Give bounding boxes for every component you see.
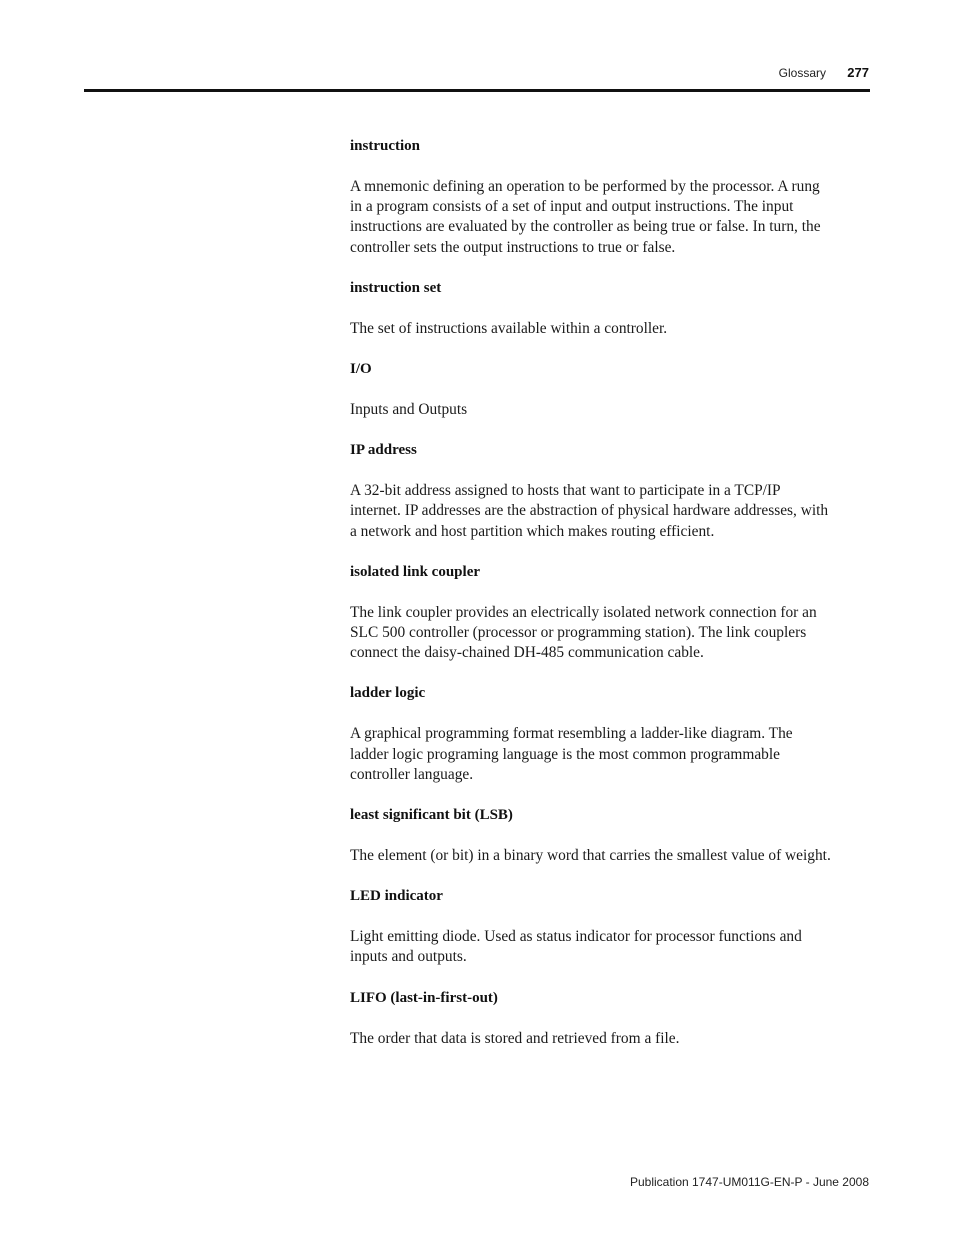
- publication-footer: Publication 1747-UM011G-EN-P - June 2008: [629, 1175, 869, 1189]
- glossary-entry: [350, 440, 834, 542]
- section-title: Glossary: [778, 66, 826, 80]
- page-header: [84, 60, 870, 92]
- glossary-definition: A mnemonic defining an operation to be performed by the processor. A rung in a program consists of a set of input and output instructions. The input instructions are evaluated by the controller as being true or false. In turn, the controller sets the output instructions to true or false.: [350, 178, 821, 256]
- page-number: 277: [847, 65, 869, 80]
- glossary-entry: [350, 683, 834, 785]
- glossary-term: isolated link coupler: [350, 563, 481, 580]
- glossary-definition: Inputs and Outputs: [350, 401, 468, 419]
- glossary-term: ladder logic: [350, 685, 426, 702]
- glossary-definition: The set of instructions available within a controller.: [350, 319, 668, 337]
- glossary-term: least significant bit (LSB): [350, 807, 513, 824]
- glossary-content: [350, 136, 834, 1069]
- glossary-entry: [350, 278, 834, 339]
- glossary-term: IP address: [350, 442, 417, 459]
- glossary-entry: [350, 359, 834, 420]
- glossary-term: instruction: [350, 138, 421, 154]
- glossary-definition: The order that data is stored and retrieved from a file.: [350, 1029, 680, 1047]
- glossary-definition: A graphical programming format resembling a ladder-like diagram. The ladder logic programing language is the most common programmable controller language.: [350, 725, 793, 783]
- glossary-term: I/O: [350, 361, 372, 378]
- glossary-entry: [350, 886, 834, 967]
- glossary-definition: Light emitting diode. Used as status indicator for processor functions and inputs and outputs.: [350, 928, 802, 966]
- glossary-definition: The link coupler provides an electrically isolated network connection for an SLC 500 controller (processor or programming station). The link couplers connect the daisy-chained DH-485 communication cable.: [350, 603, 817, 662]
- glossary-definition: A 32-bit address assigned to hosts that want to participate in a TCP/IP internet. IP addresses are the abstraction of physical hardware addresses, with a network and host partition which makes routing efficient.: [350, 482, 829, 540]
- glossary-entry: [350, 988, 834, 1049]
- glossary-term: instruction set: [350, 279, 442, 296]
- glossary-entry: [350, 136, 834, 258]
- glossary-definition: The element (or bit) in a binary word that carries the smallest value of weight.: [350, 847, 831, 865]
- glossary-entry: [350, 562, 834, 664]
- glossary-entry: [350, 805, 834, 866]
- glossary-term: LIFO (last-in-first-out): [350, 989, 498, 1006]
- glossary-term: LED indicator: [350, 888, 443, 905]
